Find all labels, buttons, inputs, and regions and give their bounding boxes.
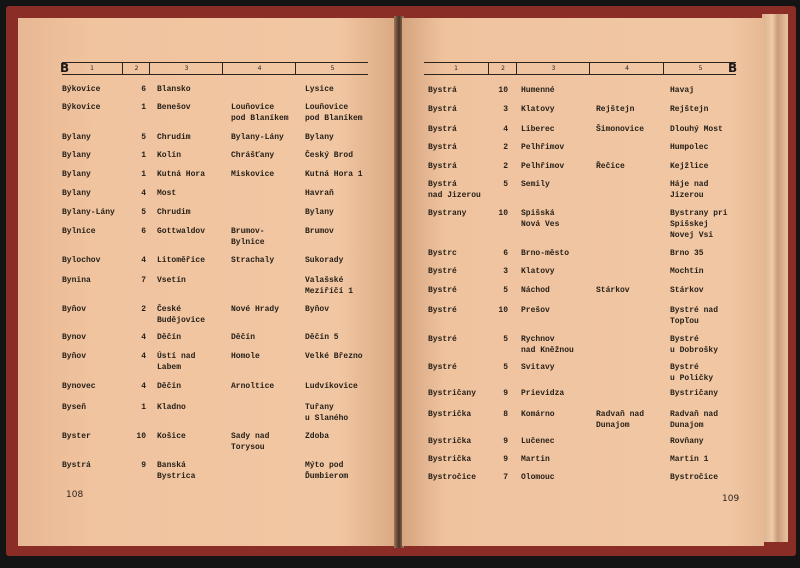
table-cell-col1: Byňov xyxy=(62,352,87,361)
table-cell-col5: Stárkov xyxy=(670,286,704,295)
table-cell-col4: Děčín xyxy=(231,333,256,342)
table-cell-col3: Svitavy xyxy=(521,363,555,372)
table-cell-col2: 6 xyxy=(503,249,508,258)
table-cell-col2: 4 xyxy=(141,256,146,265)
table-cell-col2: 1 xyxy=(141,151,146,160)
table-cell-col1: Bynovec xyxy=(62,382,96,391)
table-cell-col5: Rovňany xyxy=(670,437,704,446)
table-cell-col1: Bylnice xyxy=(62,227,96,236)
table-cell-col4: Strachaly xyxy=(231,256,275,265)
table-cell-col3: Blansko xyxy=(157,85,191,94)
table-cell-col2: 10 xyxy=(498,306,508,315)
table-cell-col1: Bystrá xyxy=(428,86,457,95)
table-cell-col3: Liberec xyxy=(521,125,555,134)
table-cell-col1: Bystrá xyxy=(428,162,457,171)
table-cell-col1: Byster xyxy=(62,432,91,441)
column-header: 1 xyxy=(90,65,94,72)
page-number: 108 xyxy=(66,490,84,500)
table-cell-col5: Valašské Meziříčí 1 xyxy=(305,276,354,296)
table-cell-col2: 7 xyxy=(141,276,146,285)
table-cell-col2: 1 xyxy=(141,170,146,179)
table-cell-col2: 9 xyxy=(141,461,146,470)
table-cell-col5: Děčín 5 xyxy=(305,333,339,342)
table-cell-col4: Sady nad Torysou xyxy=(231,432,270,452)
table-cell-col4: Řečice xyxy=(596,162,625,171)
table-cell-col2: 4 xyxy=(141,382,146,391)
table-cell-col3: Semily xyxy=(521,180,550,189)
table-cell-col5: Havaj xyxy=(670,86,695,95)
table-cell-col4: Šimonovice xyxy=(596,125,645,134)
column-header: 4 xyxy=(589,63,664,74)
table-cell-col4: Stárkov xyxy=(596,286,630,295)
table-cell-col5: Humpolec xyxy=(670,143,709,152)
table-cell-col2: 6 xyxy=(141,85,146,94)
column-header-row xyxy=(424,62,736,75)
table-cell-col3: Pelhřimov xyxy=(521,162,565,171)
table-cell-col5: Lysice xyxy=(305,85,334,94)
table-cell-col5: Havraň xyxy=(305,189,334,198)
table-cell-col1: Bystrany xyxy=(428,209,467,218)
table-cell-col1: Bystré xyxy=(428,306,457,315)
table-cell-col3: Rychnov nad Kněžnou xyxy=(521,335,574,355)
column-header: 2 xyxy=(488,63,517,74)
table-cell-col5: Bylany xyxy=(305,133,334,142)
table-cell-col1: Bystré xyxy=(428,363,457,372)
table-cell-col5: Háje nad Jizerou xyxy=(670,180,709,200)
table-cell-col2: 10 xyxy=(498,86,508,95)
table-cell-col3: Děčín xyxy=(157,333,182,342)
table-cell-col5: Brumov xyxy=(305,227,334,236)
table-cell-col1: Bystrá xyxy=(62,461,91,470)
table-cell-col2: 2 xyxy=(141,305,146,314)
column-header: 3 xyxy=(516,63,590,74)
table-cell-col1: Bystrička xyxy=(428,410,472,419)
table-cell-col3: Kolín xyxy=(157,151,182,160)
table-cell-col1: Bystrá xyxy=(428,143,457,152)
table-cell-col3: Humenné xyxy=(521,86,555,95)
table-cell-col1: Byseň xyxy=(62,403,87,412)
table-cell-col3: Gottwaldov xyxy=(157,227,206,236)
column-header: 1 xyxy=(454,65,458,72)
table-cell-col4: Radvaň nad Dunajom xyxy=(596,410,645,430)
table-cell-col1: Bylany xyxy=(62,189,91,198)
table-cell-col5: Tuřany u Slaného xyxy=(305,403,349,423)
table-cell-col1: Bynov xyxy=(62,333,87,342)
table-cell-col2: 7 xyxy=(503,473,508,482)
table-cell-col3: Košice xyxy=(157,432,186,441)
table-cell-col5: Bystrany pri Spišskej Novej Vsi xyxy=(670,209,728,240)
table-cell-col2: 10 xyxy=(136,432,146,441)
table-cell-col1: Bystrička xyxy=(428,455,472,464)
table-cell-col1: Býkovice xyxy=(62,103,101,112)
table-cell-col1: Bylany-Lány xyxy=(62,208,115,217)
table-cell-col1: Bystré xyxy=(428,267,457,276)
table-cell-col3: Klatovy xyxy=(521,105,555,114)
table-cell-col1: Bylany xyxy=(62,133,91,142)
page-number: 109 xyxy=(722,494,740,504)
table-cell-col1: Bystričany xyxy=(428,389,477,398)
table-cell-col3: Martin xyxy=(521,455,550,464)
table-cell-col5: Byňov xyxy=(305,305,330,314)
table-cell-col3: Náchod xyxy=(521,286,550,295)
table-cell-col1: Bystrá nad Jizerou xyxy=(428,180,481,200)
table-cell-col3: Spišská Nová Ves xyxy=(521,209,560,229)
table-cell-col5: Bylany xyxy=(305,208,334,217)
table-cell-col3: Klatovy xyxy=(521,267,555,276)
table-cell-col5: Bystročice xyxy=(670,473,719,482)
table-cell-col3: Prešov xyxy=(521,306,550,315)
table-cell-col1: Bystrá xyxy=(428,125,457,134)
table-cell-col1: Bystrá xyxy=(428,105,457,114)
table-cell-col5: Mýto pod Ďumbierom xyxy=(305,461,349,481)
table-cell-col2: 5 xyxy=(503,363,508,372)
table-cell-col4: Brumov- Bylnice xyxy=(231,227,265,247)
table-cell-col3: Banská Bystrica xyxy=(157,461,196,481)
table-cell-col3: Kladno xyxy=(157,403,186,412)
table-cell-col1: Bylany xyxy=(62,151,91,160)
table-cell-col3: Chrudim xyxy=(157,133,191,142)
table-cell-col3: Brno-město xyxy=(521,249,570,258)
table-cell-col3: Prievidza xyxy=(521,389,565,398)
page-edges xyxy=(762,14,788,542)
table-cell-col5: Brno 35 xyxy=(670,249,704,258)
table-cell-col2: 3 xyxy=(503,105,508,114)
table-cell-col5: Český Brod xyxy=(305,151,354,160)
table-cell-col4: Chrášťany xyxy=(231,151,275,160)
table-cell-col3: Pelhřimov xyxy=(521,143,565,152)
table-cell-col5: Bystré u Dobrošky xyxy=(670,335,719,355)
table-cell-col2: 4 xyxy=(141,189,146,198)
table-cell-col2: 6 xyxy=(141,227,146,236)
table-cell-col3: Vsetín xyxy=(157,276,186,285)
table-cell-col2: 5 xyxy=(503,180,508,189)
table-cell-col3: Benešov xyxy=(157,103,191,112)
table-cell-col3: Děčín xyxy=(157,382,182,391)
section-letter: B xyxy=(60,61,70,75)
right-page xyxy=(402,18,764,546)
table-cell-col5: Mochtín xyxy=(670,267,704,276)
table-cell-col5: Radvaň nad Dunajom xyxy=(670,410,719,430)
table-cell-col1: Bystré xyxy=(428,335,457,344)
table-cell-col3: Komárno xyxy=(521,410,555,419)
table-cell-col4: Miskovice xyxy=(231,170,275,179)
table-cell-col2: 1 xyxy=(141,403,146,412)
table-cell-col2: 5 xyxy=(141,208,146,217)
table-cell-col1: Bystré xyxy=(428,286,457,295)
table-cell-col2: 5 xyxy=(503,335,508,344)
table-cell-col2: 4 xyxy=(141,352,146,361)
table-cell-col1: Bynina xyxy=(62,276,91,285)
table-cell-col3: Most xyxy=(157,189,177,198)
table-cell-col5: Ludvíkovice xyxy=(305,382,358,391)
column-header: 2 xyxy=(122,63,150,74)
table-cell-col3: Ústí nad Labem xyxy=(157,352,196,372)
table-cell-col2: 9 xyxy=(503,455,508,464)
table-cell-col3: Kutná Hora xyxy=(157,170,206,179)
table-cell-col1: Bystročice xyxy=(428,473,477,482)
column-header: 4 xyxy=(222,63,296,74)
column-header: 5 xyxy=(295,63,369,74)
table-cell-col2: 9 xyxy=(503,389,508,398)
table-cell-col5: Sukorady xyxy=(305,256,344,265)
table-cell-col3: Chrudim xyxy=(157,208,191,217)
table-cell-col5: Zdoba xyxy=(305,432,330,441)
table-cell-col5: Dlouhý Most xyxy=(670,125,723,134)
table-cell-col2: 9 xyxy=(503,437,508,446)
table-cell-col2: 1 xyxy=(141,103,146,112)
table-cell-col1: Bystrc xyxy=(428,249,457,258)
table-cell-col4: Bylany-Lány xyxy=(231,133,284,142)
table-cell-col2: 8 xyxy=(503,410,508,419)
table-cell-col1: Byňov xyxy=(62,305,87,314)
left-page xyxy=(18,18,396,546)
table-cell-col4: Arnoltice xyxy=(231,382,275,391)
table-cell-col1: Bylochov xyxy=(62,256,101,265)
table-cell-col5: Velké Březno xyxy=(305,352,363,361)
table-cell-col4: Rejštejn xyxy=(596,105,635,114)
table-cell-col2: 5 xyxy=(141,133,146,142)
column-header: 5 xyxy=(663,63,737,74)
table-cell-col2: 4 xyxy=(141,333,146,342)
table-cell-col3: České Budějovice xyxy=(157,305,206,325)
table-cell-col3: Lučenec xyxy=(521,437,555,446)
table-cell-col5: Kutná Hora 1 xyxy=(305,170,363,179)
table-cell-col4: Louňovice pod Blaníkem xyxy=(231,103,289,123)
table-cell-col5: Kejžlice xyxy=(670,162,709,171)
table-cell-col5: Bystré nad Topľou xyxy=(670,306,719,326)
table-cell-col1: Býkovice xyxy=(62,85,101,94)
table-cell-col5: Rejštejn xyxy=(670,105,709,114)
table-cell-col5: Bystričany xyxy=(670,389,719,398)
table-cell-col2: 5 xyxy=(503,286,508,295)
table-cell-col2: 4 xyxy=(503,125,508,134)
table-cell-col2: 3 xyxy=(503,267,508,276)
table-cell-col2: 10 xyxy=(498,209,508,218)
section-letter: B xyxy=(728,61,738,75)
table-cell-col1: Bylany xyxy=(62,170,91,179)
table-cell-col2: 2 xyxy=(503,162,508,171)
table-cell-col5: Martin 1 xyxy=(670,455,709,464)
table-cell-col5: Bystré u Poličky xyxy=(670,363,714,383)
table-cell-col4: Nové Hrady xyxy=(231,305,280,314)
table-cell-col1: Bystrička xyxy=(428,437,472,446)
column-header-row xyxy=(62,62,368,75)
column-header: 3 xyxy=(149,63,223,74)
table-cell-col2: 2 xyxy=(503,143,508,152)
table-cell-col4: Homole xyxy=(231,352,260,361)
table-cell-col3: Litoměřice xyxy=(157,256,206,265)
table-cell-col3: Olomouc xyxy=(521,473,555,482)
table-cell-col5: Louňovice pod Blaníkem xyxy=(305,103,363,123)
